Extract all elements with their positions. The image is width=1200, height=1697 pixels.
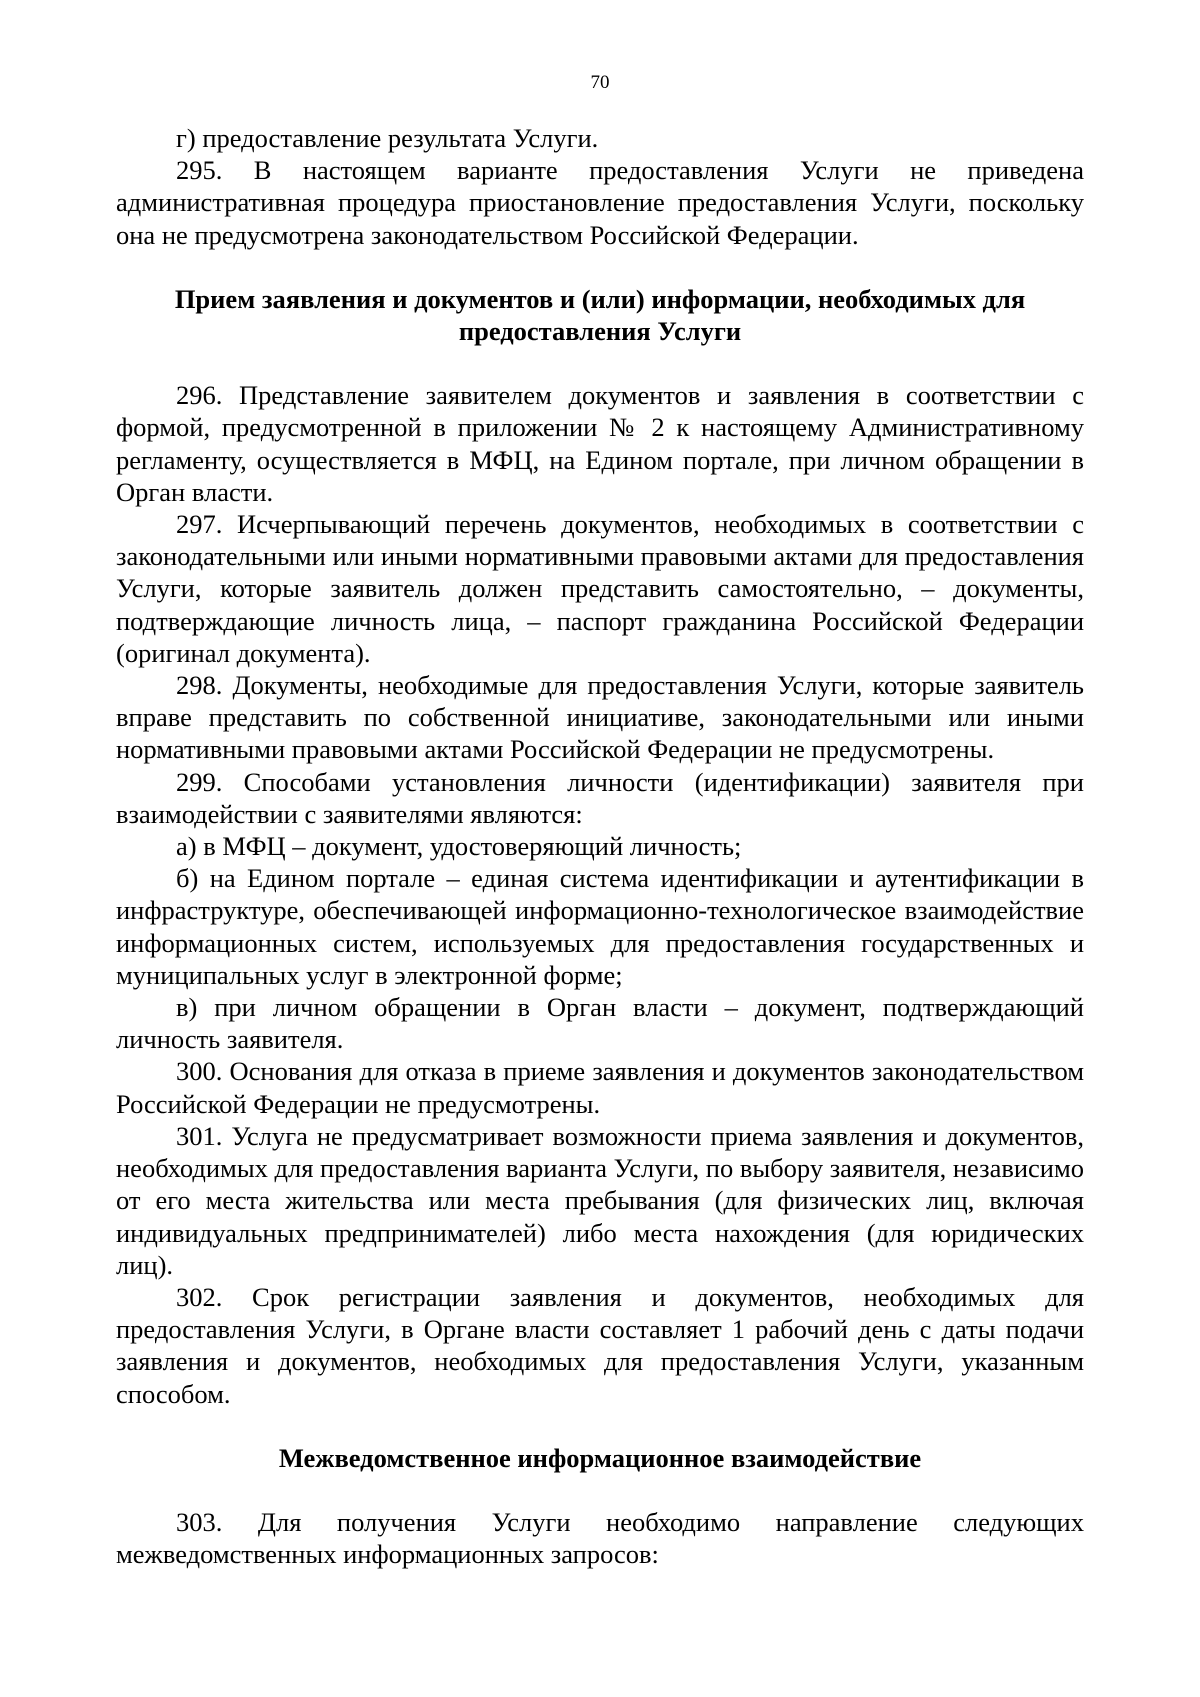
paragraph-297: 297. Исчерпывающий перечень документов, необходимых в соответствии с законодательными или иными нормативными правовыми актами для предоставления Услуги, которые заявитель должен представить самостоятельно, – документы, подтверждающие личность лица, – паспорт гражданина Российской Федерации (оригинал документа). (116, 509, 1084, 668)
paragraph-g: г) предоставление результата Услуги. (176, 123, 599, 153)
paragraph-302: 302. Срок регистрации заявления и документов, необходимых для предоставления Услуги, в Органе власти составляет 1 рабочий день с даты подачи заявления и документов, необходимых для предоставления Услуги, указанным способом. (116, 1281, 1084, 1409)
paragraph-299-v: в) при личном обращении в Орган власти – документ, подтверждающий личность заявителя. (116, 992, 1084, 1055)
paragraph-301: 301. Услуга не предусматривает возможности приема заявления и документов, необходимых для предоставления варианта Услуги, по выбору заявителя, независимо от его места жительства или места пребывания (для физических лиц, включая индивидуальных предпринимателей) либо места нахождения (для юридических лиц). (116, 1120, 1084, 1280)
paragraph-299-a: а) в МФЦ – документ, удостоверяющий личность; (176, 831, 742, 862)
section-heading-interagency: Межведомственное информационное взаимодействие (278, 1442, 922, 1473)
paragraph-300: 300. Основания для отказа в приеме заявления и документов законодательством Российской Федерации не предусмотрены. (116, 1056, 1084, 1119)
paragraph-295: 295. В настоящем варианте предоставления Услуги не приведена административная процедура приостановление предоставления Услуги, поскольку она не предусмотрена законодательством Российской Федерации. (116, 155, 1084, 250)
paragraph-299-b: б) на Едином портале – единая система идентификации и аутентификации в инфраструктуре, обеспечивающей информационно-технологическое взаимодействие информационных систем, используемых для предоставления государственных и муниципальных услуг в электронной форме; (116, 863, 1084, 990)
page-number: 70 (590, 72, 610, 93)
section-heading-application-intake: Прием заявления и документов и (или) информации, необходимых для предоставления Услуги (174, 283, 1026, 347)
document-body (116, 122, 1084, 1570)
paragraph-299: 299. Способами установления личности (идентификации) заявителя при взаимодействии с заявителями являются: (116, 766, 1084, 829)
paragraph-303: 303. Для получения Услуги необходимо направление следующих межведомственных информационных запросов: (116, 1506, 1084, 1570)
paragraph-296: 296. Представление заявителем документов и заявления в соответствии с формой, предусмотренной в приложении № 2 к настоящему Административному регламенту, осуществляется в МФЦ, на Едином портале, при личном обращении в Орган власти. (116, 380, 1084, 507)
paragraph-298: 298. Документы, необходимые для предоставления Услуги, которые заявитель вправе представить по собственной инициативе, законодательными или иными нормативными правовыми актами Российской Федерации не предусмотрены. (116, 670, 1084, 765)
